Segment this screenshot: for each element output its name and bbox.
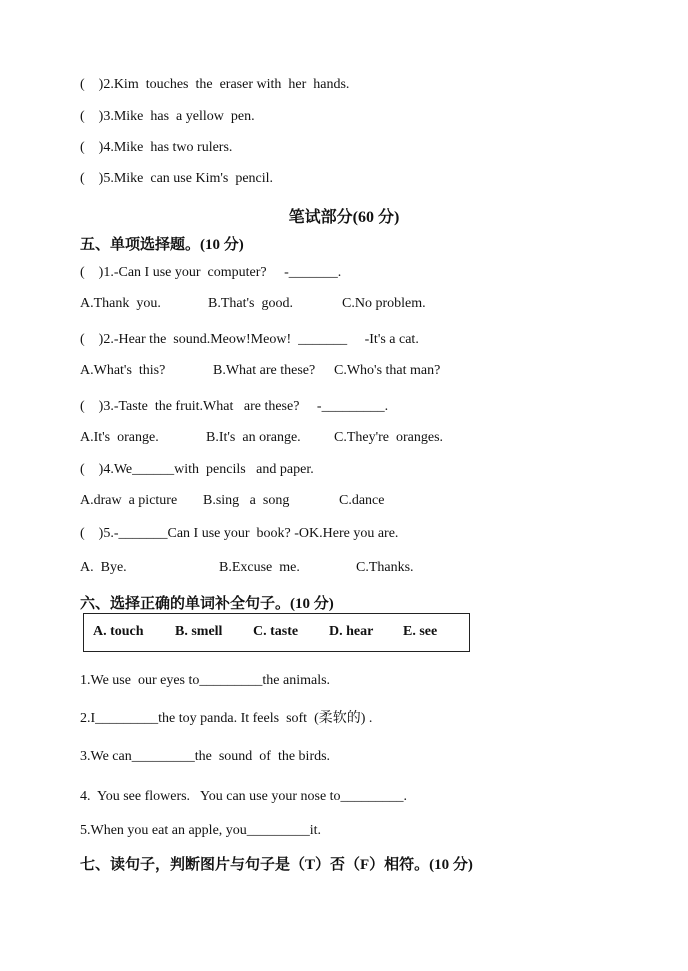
section-6-heading: 六、选择正确的单词补全句子。(10 分) [80,596,334,612]
word-option-c: C. taste [253,624,299,639]
question-4: ( )4.We______with pencils and paper. [80,462,314,477]
listening-item-5: ( )5.Mike can use Kim's pencil. [80,171,274,186]
listening-item-2: ( )2.Kim touches the eraser with her hands. [80,77,350,92]
question-1: ( )1.-Can I use your computer? -_______. [80,265,342,280]
section-5-heading: 五、单项选择题。(10 分) [80,237,244,253]
word-bank-box [83,613,470,652]
q5-option-c: C.Thanks. [356,560,414,575]
q3-option-a: A.It's orange. [80,430,159,445]
q3-option-c: C.They're oranges. [334,430,444,445]
q2-option-b: B.What are these? [213,363,316,378]
sentence-4: 4. You see flowers. You can use your nose to_________. [80,789,408,804]
sentence-1: 1.We use our eyes to_________the animals. [80,673,331,688]
word-option-d: D. hear [329,624,374,639]
q4-option-a: A.draw a picture [80,493,178,508]
question-2: ( )2.-Hear the sound.Meow!Meow! _______ -It's a cat. [80,332,419,347]
q1-option-a: A.Thank you. [80,296,161,311]
section-7-heading: 七、读句子，判断图片与句子是（T）否（F）相符。(10 分) [80,857,473,873]
q5-option-a: A. Bye. [80,560,127,575]
q2-option-c: C.Who's that man? [334,363,441,378]
sentence-5: 5.When you eat an apple, you_________it. [80,823,322,838]
question-5: ( )5.-_______Can I use your book? -OK.Here you are. [80,526,399,541]
written-part-title: 笔试部分(60 分) [288,209,400,226]
q1-option-c: C.No problem. [342,296,426,311]
q3-option-b: B.It's an orange. [206,430,301,445]
listening-item-3: ( )3.Mike has a yellow pen. [80,109,255,124]
word-option-b: B. smell [175,624,223,639]
sentence-3: 3.We can_________the sound of the birds. [80,749,331,764]
q1-option-b: B.That's good. [208,296,293,311]
question-3: ( )3.-Taste the fruit.What are these? -_________. [80,399,389,414]
word-option-a: A. touch [93,624,144,639]
listening-item-4: ( )4.Mike has two rulers. [80,140,233,155]
sentence-2: 2.I_________the toy panda. It feels soft (柔软的) . [80,711,373,726]
q4-option-c: C.dance [339,493,385,508]
q5-option-b: B.Excuse me. [219,560,300,575]
q2-option-a: A.What's this? [80,363,166,378]
q4-option-b: B.sing a song [203,493,290,508]
word-option-e: E. see [403,624,438,639]
